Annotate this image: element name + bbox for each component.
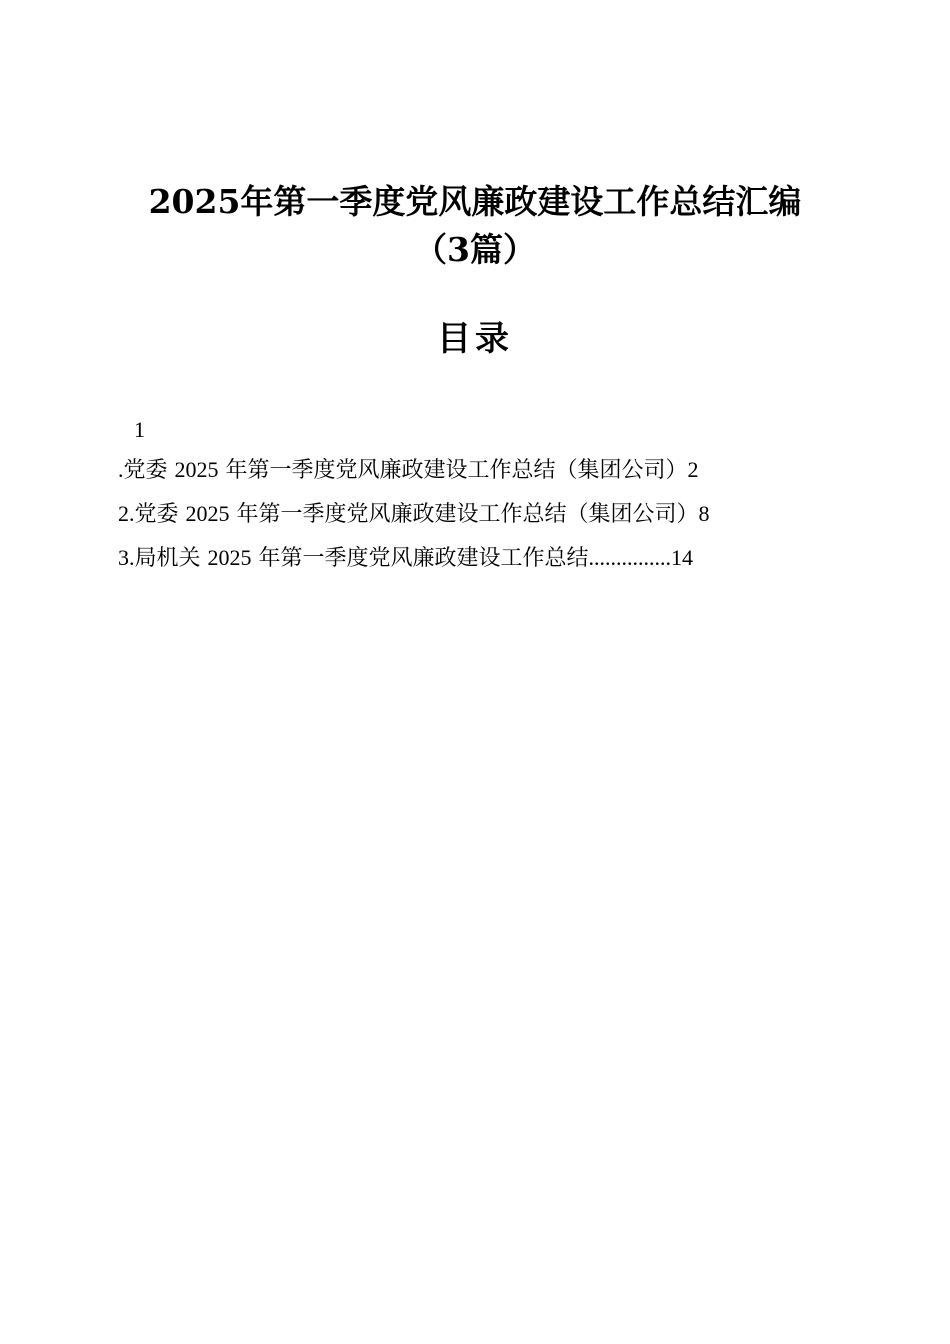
toc-entry-1-number: 1 xyxy=(134,417,145,442)
toc-entry-3-leader-dots: ............... xyxy=(588,545,671,570)
toc-entry-2-year: 2025 xyxy=(185,501,230,526)
toc-entry-3-page: 14 xyxy=(671,545,693,570)
toc-entry-1-year: 2025 xyxy=(174,457,219,482)
document-title xyxy=(0,178,950,274)
toc-entry-2[interactable] xyxy=(118,492,838,536)
toc-entry-2-prefix: 2. xyxy=(118,501,135,526)
toc-entry-2-text-a: 党委 xyxy=(134,502,186,527)
toc-entry-1-text-b: 年第一季度党风廉政建设工作总结（集团公司） xyxy=(218,458,688,483)
toc-entry-3[interactable] xyxy=(118,536,838,580)
table-of-contents xyxy=(118,414,838,580)
toc-entry-3-year: 2025 xyxy=(207,545,252,570)
toc-heading: 目录 xyxy=(437,319,513,359)
title-line-1: 2025年第一季度党风廉政建设工作总结汇编 xyxy=(148,182,802,221)
toc-entry-2-text-b: 年第一季度党风廉政建设工作总结（集团公司） xyxy=(229,502,699,527)
toc-entry-3-text-a: 局机关 xyxy=(134,546,208,571)
toc-entry-2-page: 8 xyxy=(698,501,710,526)
toc-entry-1[interactable] xyxy=(118,448,838,492)
toc-entry-1-prefix: . xyxy=(118,457,124,482)
toc-entry-3-text-b: 年第一季度党风廉政建设工作总结 xyxy=(251,546,589,571)
title-line-2: （3篇） xyxy=(414,230,536,269)
toc-entry-3-prefix: 3. xyxy=(118,545,135,570)
toc-entry-1-page: 2 xyxy=(687,457,699,482)
toc-entry-1-text-a: 党委 xyxy=(123,458,175,483)
